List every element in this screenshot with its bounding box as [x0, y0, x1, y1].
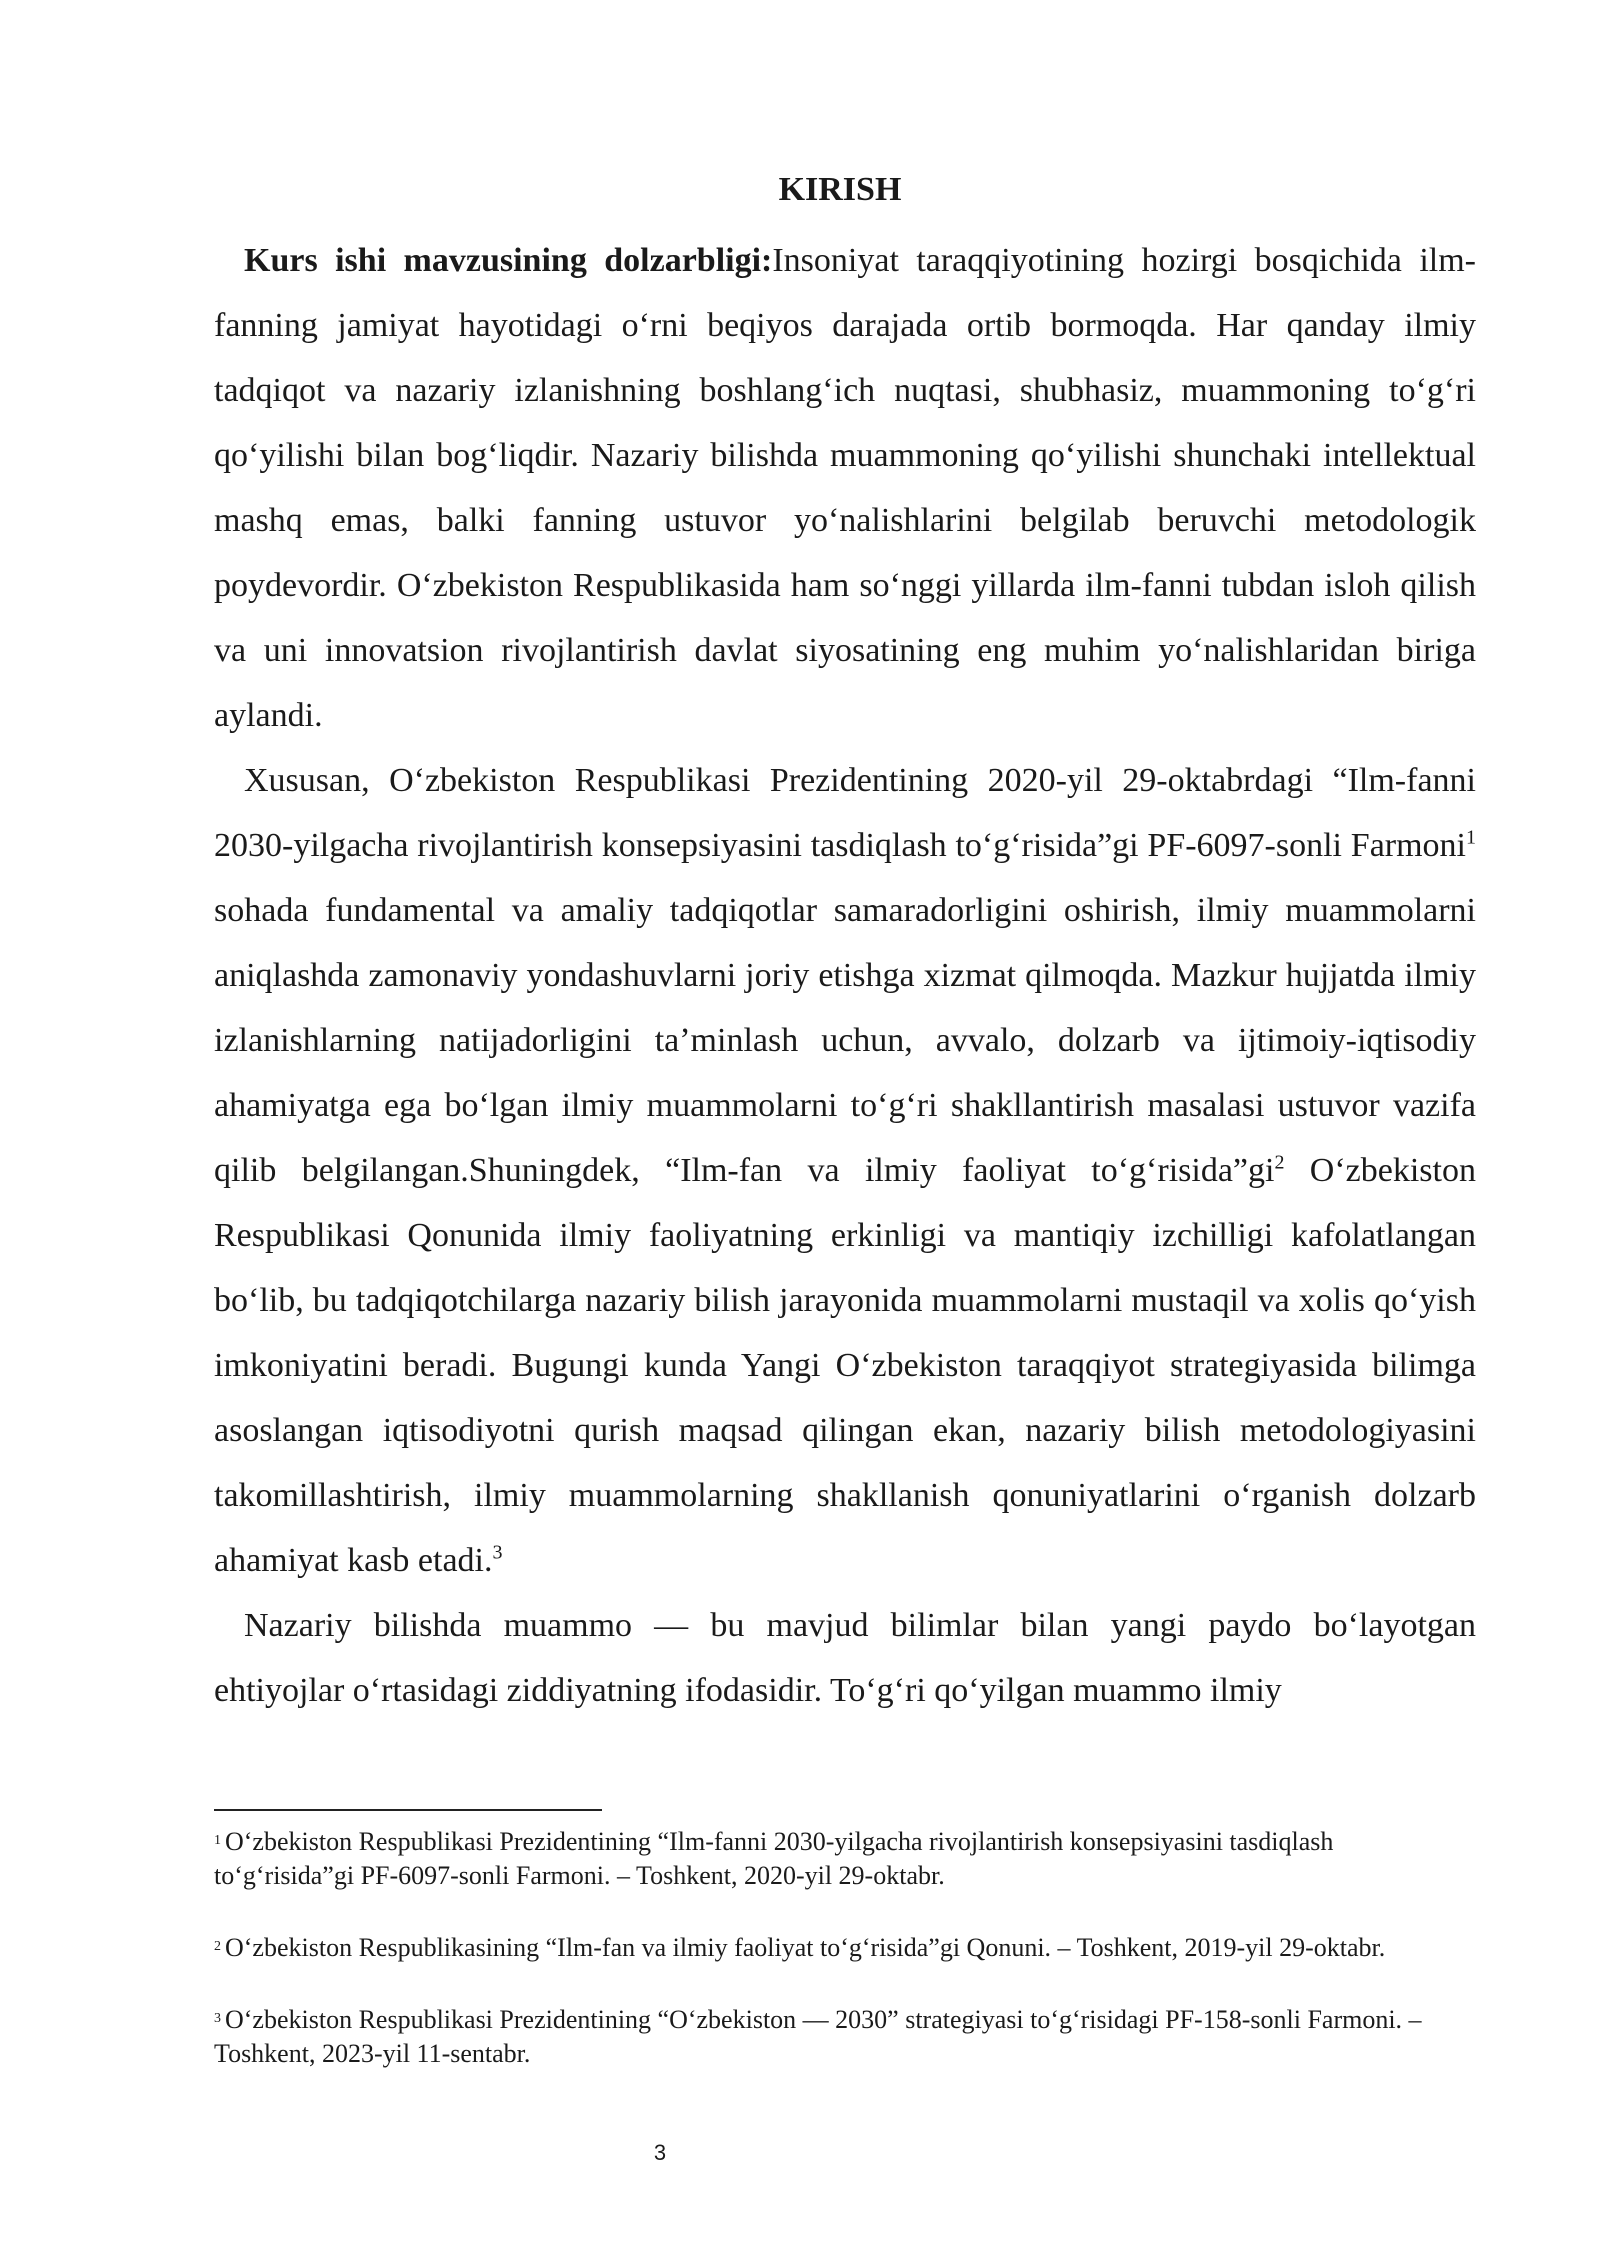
footnote-2: [214, 1931, 1476, 1965]
footnote-text: Oʻzbekiston Respublikasi Prezidentining “Oʻzbekiston — 2030” strategiyasi toʻgʻrisidagi PF-158-sonli Farmoni. – Toshkent, 2023-yil 11-sentabr.: [214, 2005, 1422, 2068]
paragraph-relevance: [214, 228, 1476, 748]
paragraph-problem: [214, 1593, 1476, 1723]
footnote-reference-2[interactable]: 2: [1274, 1151, 1285, 1174]
paragraph-text: sohada fundamental va amaliy tadqiqotlar samaradorligini oshirish, ilmiy muammolarni aniqlashda zamonaviy yondashuvlarni joriy etishga xizmat qilmoqda. Mazkur hujjatda ilmiy izlanishlarning natijadorligini taʼminlash uchun, avvalo, dolzarb va ijtimoiy-iqtisodiy ahamiyatga ega boʻlgan ilmiy muammolarni toʻgʻri shakllantirish masalasi ustuvor vazifa qilib belgilangan.Shuningdek, “Ilm-fan va ilmiy faoliyat toʻgʻrisida”gi: [214, 892, 1476, 1189]
page-number: 3: [653, 2140, 667, 2165]
paragraph-text: Oʻzbekiston Respublikasi Qonunida ilmiy faoliyatning erkinligi va mantiqiy izchilligi kafolatlangan boʻlib, bu tadqiqotchilarga nazariy bilish jarayonida muammolarni mustaqil va xolis qoʻyish imkoniyatini beradi. Bugungi kunda Yangi Oʻzbekiston taraqqiyot strategiyasida bilimga asoslangan iqtisodiyotni qurish maqsad qilingan ekan, nazariy bilish metodologiyasini takomillashtirish, ilmiy muammolarning shakllanish qonuniyatlarini oʻrganish dolzarb ahamiyat kasb etadi.: [214, 1152, 1476, 1579]
body-text: [214, 228, 1476, 1723]
paragraph-lead: Kurs ishi mavzusining dolzarbligi:: [244, 242, 773, 279]
footnote-reference-1[interactable]: 1: [1466, 826, 1476, 849]
paragraph-text: Insoniyat taraqqiyotining hozirgi bosqichida ilm-fanning jamiyat hayotidagi oʻrni beqiyos darajada ortib bormoqda. Har qanday ilmiy tadqiqot va nazariy izlanishning boshlangʻich nuqtasi, shubhasiz, muammoning toʻgʻri qoʻyilishi bilan bogʻliqdir. Nazariy bilishda muammoning qoʻyilishi shunchaki intellektual mashq emas, balki fanning ustuvor yoʻnalishlarini belgilab beruvchi metodologik poydevordir. Oʻzbekiston Respublikasida ham soʻnggi yillarda ilm-fanni tubdan isloh qilish va uni innovatsion rivojlantirish davlat siyosatining eng muhim yoʻnalishlaridan biriga aylandi.: [214, 242, 1476, 734]
footnote-reference-3[interactable]: 3: [492, 1541, 503, 1564]
footnote-mark: 3: [214, 2011, 221, 2026]
footnote-text: Oʻzbekiston Respublikasi Prezidentining “Ilm-fanni 2030-yilgacha rivojlantirish konsepsiyasini tasdiqlash toʻgʻrisida”gi PF-6097-sonli Farmoni. – Toshkent, 2020-yil 29-oktabr.: [214, 1827, 1334, 1890]
footnote-separator: [214, 1809, 602, 1811]
section-heading: KIRISH: [778, 171, 902, 208]
paragraph-text: Xususan, Oʻzbekiston Respublikasi Prezidentining 2020-yil 29-oktabrdagi “Ilm-fanni 2030-yilgacha rivojlantirish konsepsiyasini tasdiqlash toʻgʻrisida”gi PF-6097-sonli Farmoni: [214, 762, 1476, 864]
paragraph-text: Nazariy bilishda muammo — bu mavjud bilimlar bilan yangi paydo boʻlayotgan ehtiyojlar oʻrtasidagi ziddiyatning ifodasidir. Toʻgʻri qoʻyilgan muammo ilmiy: [214, 1607, 1476, 1709]
footnote-3: [214, 2003, 1476, 2071]
footnotes: [214, 1825, 1476, 2109]
footnote-text: Oʻzbekiston Respublikasining “Ilm-fan va ilmiy faoliyat toʻgʻrisida”gi Qonuni. – Toshkent, 2019-yil 29-oktabr.: [225, 1933, 1386, 1962]
footnote-1: [214, 1825, 1476, 1893]
footnote-mark: 2: [214, 1939, 221, 1954]
footnote-mark: 1: [214, 1833, 221, 1848]
paragraph-decree: [214, 748, 1476, 1593]
